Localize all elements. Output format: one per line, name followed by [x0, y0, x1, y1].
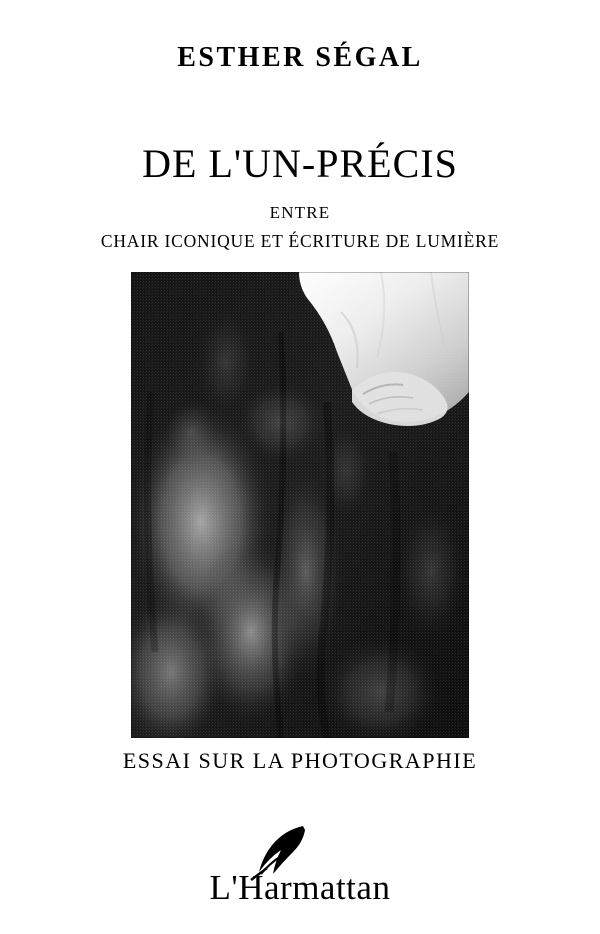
publisher-name: L'Harmattan [209, 868, 391, 907]
subtitle-entre: ENTRE [269, 203, 331, 222]
subtitle-main: CHAIR ICONIQUE ET ÉCRITURE DE LUMIÈRE [100, 231, 500, 251]
publisher-logo [0, 824, 600, 914]
book-title: DE L'UN-PRÉCIS [142, 141, 458, 186]
cover-photograph [131, 272, 469, 738]
essay-subtitle: ESSAI SUR LA PHOTOGRAPHIE [122, 748, 478, 773]
author-name: ESTHER SÉGAL [177, 42, 423, 73]
